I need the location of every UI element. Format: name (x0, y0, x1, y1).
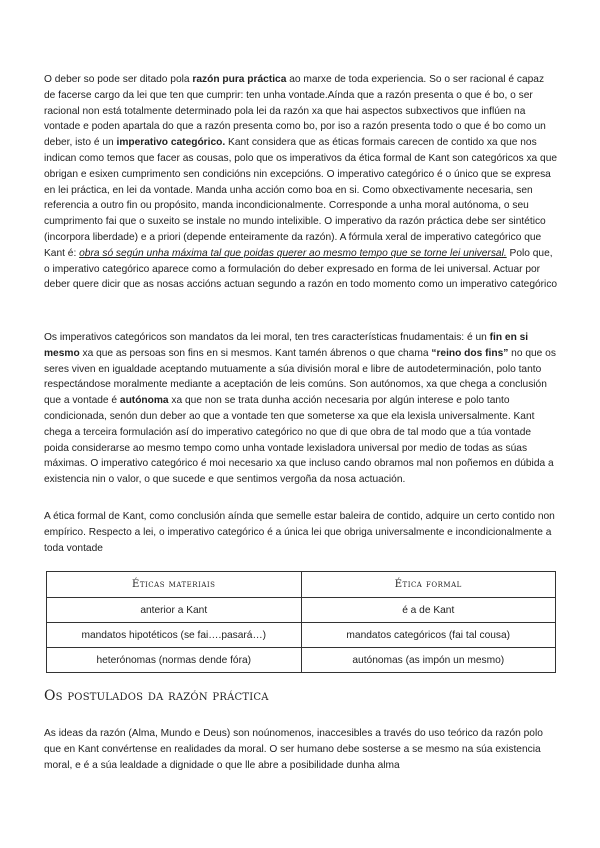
table-row (47, 598, 556, 623)
table-header-row (47, 572, 556, 598)
header-formal-ethics: Ética formal (301, 572, 556, 598)
table-cell: heterónomas (normas dende fóra) (47, 648, 302, 673)
table-row (47, 623, 556, 648)
paragraph-pure-practical-reason: O deber so pode ser ditado pola razón pura práctica ao marxe de toda experiencia. So o ser racional é capaz de facerse cargo da lei que ten que cumprir: ten unha vontade.Aínda que a razón presenta o que é bo, o ser racional non está totalmente determinado pola lei da razón xa que hai aspectos subxectivos que inflúen na vontade e poden apartala do que a razón presenta como bo, por iso a razón presenta todo o que é bo como un deber, isto é un imperativo categórico. Kant considera que as éticas formais carecen de contido xa que nos indican como temos que facer as cousas, polo que os imperativos da ética formal de Kant son categóricos xa que obrigan e esixen cumprimento sen condicións nin excepcións. O imperativo categórico é o único que se expresa en lei práctica, en lei da vontade. Manda unha acción como boa en si. Como obxectivamente necesaria, sen referencia a outro fin ou propósito, manda incondicionalmente. Corresponde a unha moral autónoma, o seu cumprimento fai que o suxeito se instale no mundo intelixible. O imperativo da razón práctica debe ser sintético (incorpora liberdade) e a priori (depende enteiramente da razón). A fórmula xeral de imperativo categórico que Kant é: obra só según unha máxima tal que poidas querer ao mesmo tempo que se torne lei universal. Polo que, o imperativo categórico aparece como a formulación do deber expresado en forma de lei universal. Actuar por deber quere dicir que as nosas accións actuan segundo a razón en todo momento como un imperativo categórico (44, 74, 558, 291)
paragraph-characteristics: Os imperativos categóricos son mandatos da lei moral, ten tres características fnudamentais: é un fin en si mesmo xa que as persoas son fins en si mesmos. Kant tamén ábrenos o que chama “reino dos fins” no que os seres viven en igualdade aceptando mutuamente a súa división moral e libre de autodeterminación, polo tanto respectándose moralmente mediante a aceptación de leis comúns. Son autónomos, xa que chega a conclusión que a vontade é autónoma xa que non se trata dunha acción necesaria por algún interese e polo tanto condicionada, senón dun deber ao que a vontade ten que someterse xa que ela lexisla universalmente. Kant chega a terceira formulación así do imperativo categórico no que di que obra de tal modo que a túa vontade poida considerarse ao mesmo tempo como unha vontade lexisladora universal por medio de todas as súas máximas. O imperativo categórico é moi necesario xa que incluso cando obramos mal non poñemos en dúbida a existencia nin o valor, o que sucede e que sentimos vergoña da nosa actuación. (44, 332, 556, 486)
table-cell: autónomas (as impón un mesmo) (301, 648, 556, 673)
section-heading-postulates: Os postulados da razón práctica (44, 688, 269, 704)
bold-end-in-itself: fin en si mesmo (44, 332, 529, 359)
bold-categorical-imperative: imperativo categórico. (116, 137, 226, 149)
table-cell: anterior a Kant (47, 598, 302, 623)
table-cell: mandatos categóricos (fai tal cousa) (301, 623, 556, 648)
ethics-comparison-table (46, 571, 556, 673)
paragraph-ideas-of-reason: As ideas da razón (Alma, Mundo e Deus) son noúnomenos, inaccesibles a través do uso teórico da razón polo que en Kant convértense en realidades da moral. O ser humano debe sosterse a se mesmo na súa existencia moral, e é a súa lealdade a dignidade o que lle abre a posibilidade dunha alma (44, 728, 543, 771)
table-cell: é a de Kant (301, 598, 556, 623)
italic-universal-law-formula: obra só según unha máxima tal que poidas querer ao mesmo tempo que se torne lei universal. (79, 247, 507, 259)
bold-kingdom-of-ends: “reino dos fins” (431, 347, 509, 359)
header-material-ethics: Éticas materiais (47, 572, 302, 598)
table-row (47, 648, 556, 673)
bold-pure-practical-reason: razón pura práctica (192, 74, 287, 85)
table-cell: mandatos hipotéticos (se fai….pasará…) (47, 623, 302, 648)
paragraph-formal-ethics-conclusion: A ética formal de Kant, como conclusión aínda que semelle estar baleira de contido, adquire un certo contido non empírico. Respecto a lei, o imperativo categórico é a única lei que obriga universalmente e incondicionalmente a toda vontade (44, 511, 555, 554)
bold-autonomous: autónoma (119, 395, 169, 407)
